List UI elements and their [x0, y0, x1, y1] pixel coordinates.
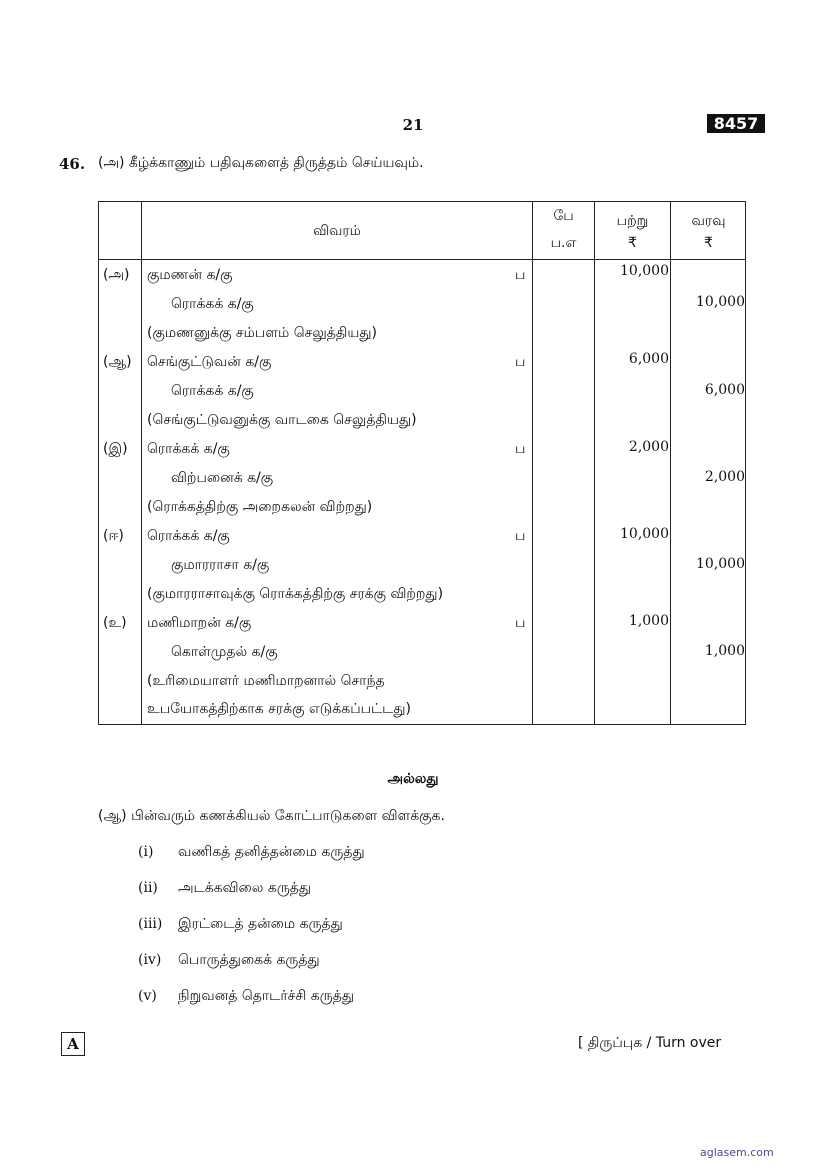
series-box: A [61, 1032, 85, 1056]
entry-label: (ஈ) [103, 528, 124, 544]
table-divider [532, 202, 533, 724]
entry-credit-account: கொள்முதல் க/கு [171, 644, 278, 660]
entry-narration-continued: உபயோகத்திற்காக சரக்கு எடுக்கப்பட்டது) [147, 701, 411, 717]
paper-code-badge: 8457 [707, 114, 765, 133]
concept-item-text: அடக்கவிலை கருத்து [178, 880, 312, 896]
entry-debit-account: செங்குட்டுவன் க/கு [147, 354, 272, 370]
credit-amount: 1,000 [704, 643, 745, 659]
table-divider [141, 202, 142, 724]
table-divider [594, 202, 595, 724]
question-number: 46. [59, 155, 86, 173]
entry-label: (அ) [103, 267, 130, 283]
journal-table [98, 201, 746, 725]
entry-credit-account: குமாரராசா க/கு [171, 557, 270, 573]
col-header-credit-line2: ₹ [704, 235, 713, 251]
entry-narration: (செங்குட்டுவனுக்கு வாடகை செலுத்தியது) [147, 412, 417, 428]
dr-marker: ப [515, 354, 526, 370]
col-header-credit-line1: வரவு [691, 213, 726, 229]
concept-item-text: இரட்டைத் தன்மை கருத்து [178, 916, 343, 932]
entry-credit-account: ரொக்கக் க/கு [171, 296, 254, 312]
entry-narration: (குமாரராசாவுக்கு ரொக்கத்திற்கு சரக்கு விற்றது) [147, 586, 444, 602]
col-header-lf-line2: ப.எ [550, 235, 577, 251]
dr-marker: ப [515, 441, 526, 457]
debit-amount: 6,000 [628, 351, 669, 367]
credit-amount: 10,000 [696, 556, 745, 572]
entry-label: (இ) [103, 441, 128, 457]
entry-credit-account: விற்பனைக் க/கு [171, 470, 274, 486]
debit-amount: 10,000 [620, 526, 669, 542]
credit-amount: 2,000 [704, 469, 745, 485]
entry-narration: (ரொக்கத்திற்கு அறைகலன் விற்றது) [147, 499, 373, 515]
question-part-a-text: (அ) கீழ்க்காணும் பதிவுகளைத் திருத்தம் செய்யவும். [98, 155, 424, 171]
concept-item-number: (ii) [138, 880, 158, 896]
debit-amount: 2,000 [628, 439, 669, 455]
entry-label: (உ) [103, 615, 127, 631]
question-part-b-text: (ஆ) பின்வரும் கணக்கியல் கோட்பாடுகளை விளக்குக. [98, 808, 445, 824]
credit-amount: 10,000 [696, 294, 745, 310]
concept-item-text: பொருத்துகைக் கருத்து [178, 952, 320, 968]
col-header-debit-line2: ₹ [628, 235, 637, 251]
dr-marker: ப [515, 267, 526, 283]
entry-narration: (குமணனுக்கு சம்பளம் செலுத்தியது) [147, 325, 377, 341]
turn-over-note: [ திருப்புக / Turn over [578, 1035, 722, 1051]
page-number: 21 [402, 116, 424, 134]
col-header-debit-line1: பற்று [616, 213, 649, 229]
or-heading: அல்லது [387, 771, 439, 787]
entry-debit-account: ரொக்கக் க/கு [147, 441, 230, 457]
concept-item-number: (iii) [138, 916, 163, 932]
entry-debit-account: மணிமாறன் க/கு [147, 615, 252, 631]
entry-credit-account: ரொக்கக் க/கு [171, 383, 254, 399]
concept-item-number: (iv) [138, 952, 162, 968]
table-header-divider [99, 259, 745, 260]
entry-debit-account: குமணன் க/கு [147, 267, 233, 283]
entry-label: (ஆ) [103, 354, 132, 370]
debit-amount: 10,000 [620, 263, 669, 279]
dr-marker: ப [515, 528, 526, 544]
site-watermark: aglasem.com [700, 1146, 774, 1159]
entry-debit-account: ரொக்கக் க/கு [147, 528, 230, 544]
credit-amount: 6,000 [704, 382, 745, 398]
concept-item-number: (i) [138, 844, 154, 860]
col-header-lf-line1: பே [553, 208, 574, 224]
entry-narration: (உரிமையாளர் மணிமாறனால் சொந்த [147, 673, 385, 689]
debit-amount: 1,000 [628, 613, 669, 629]
col-header-particulars: விவரம் [313, 223, 361, 239]
concept-item-number: (v) [138, 988, 157, 1004]
concept-item-text: நிறுவனத் தொடர்ச்சி கருத்து [178, 988, 354, 1004]
concept-item-text: வணிகத் தனித்தன்மை கருத்து [178, 844, 365, 860]
dr-marker: ப [515, 615, 526, 631]
